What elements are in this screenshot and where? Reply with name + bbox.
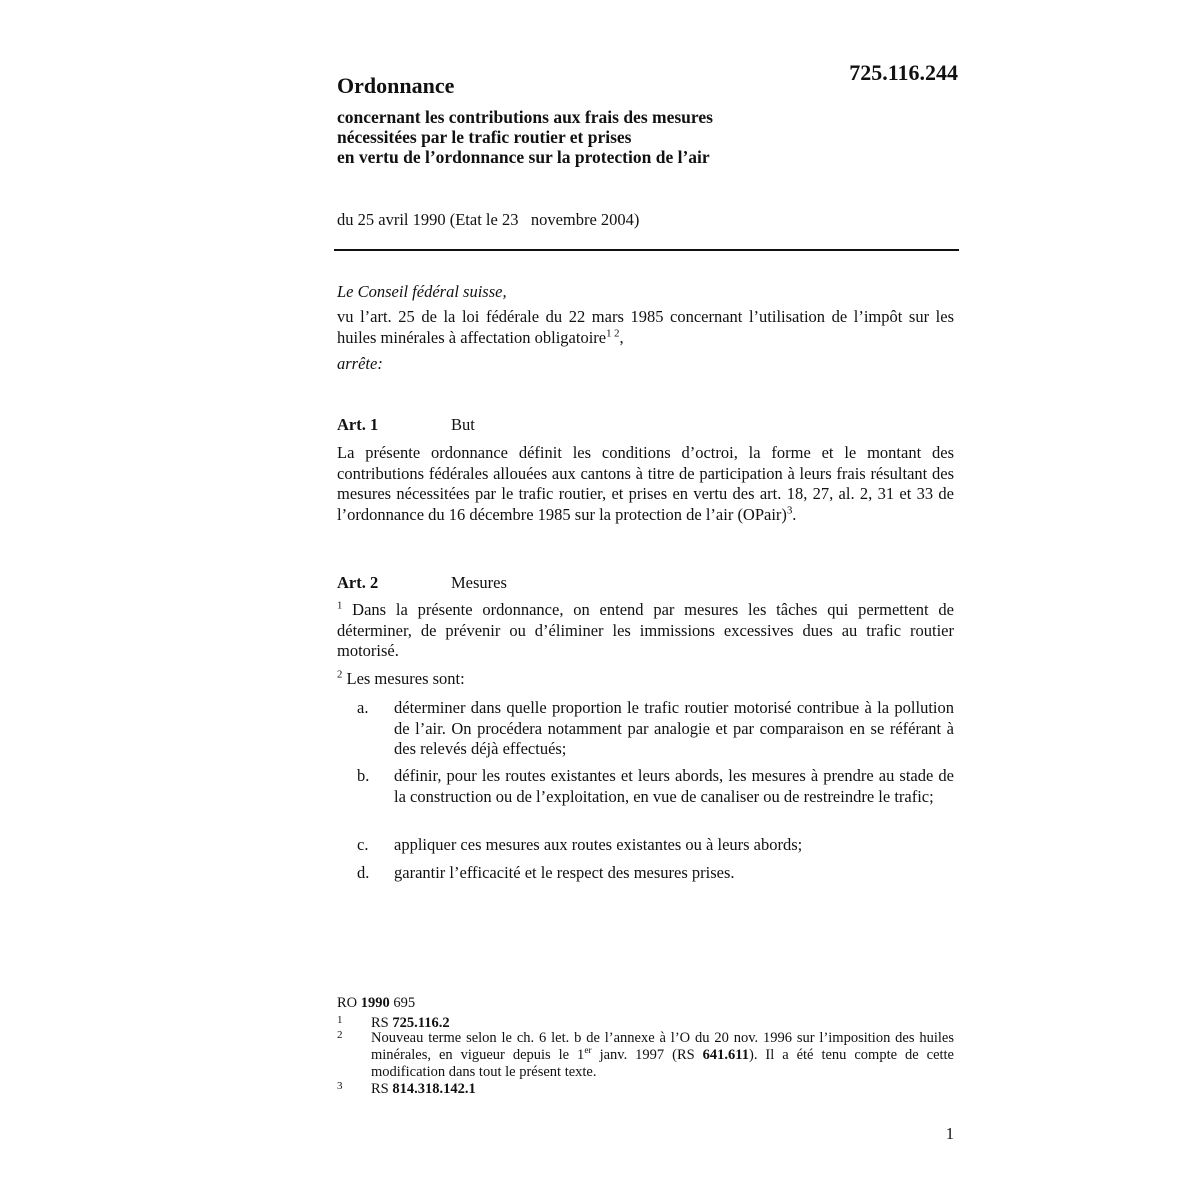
list-item-text: déterminer dans quelle proportion le trafic routier motorisé contribue à la pollution de l’air. On procédera notamment par analogie et par comparaison en se référant à des relevés déjà effectués;: [394, 698, 954, 758]
footnote-ref[interactable]: 3: [786, 504, 793, 516]
subtitle-line: en vertu de l’ordonnance sur la protection de l’air: [337, 147, 710, 167]
list-item: [357, 766, 954, 807]
preamble-arrete: arrête:: [337, 354, 383, 373]
footnote-ref-number: 641.611: [702, 1047, 749, 1063]
article-2-paragraph-2: [337, 669, 465, 690]
paragraph-number: 1: [337, 599, 343, 612]
ro-prefix: RO: [337, 995, 361, 1011]
subtitle-line: nécessitées par le trafic routier et prises: [337, 127, 632, 147]
article-2-heading: [337, 573, 507, 593]
subtitle-line: concernant les contributions aux frais des mesures: [337, 107, 713, 127]
footnote: [337, 1030, 954, 1081]
footnote-text: [371, 1030, 954, 1081]
footnote-superscript: er: [584, 1046, 592, 1057]
footnote-text-part: Nouveau terme selon le ch. 6 let. b de l’annexe à l’O du 20 nov. 1996 sur l’imposition des huiles minérales, en vigueur depuis le 1: [371, 1030, 954, 1063]
list-item-text: appliquer ces mesures aux routes existantes ou à leurs abords;: [394, 835, 803, 854]
article-1-text: [337, 443, 954, 525]
paragraph-text: Dans la présente ordonnance, on entend par mesures les tâches qui permettent de déterminer, de prévenir ou d’éliminer les immissions excessives dues au trafic routier motorisé.: [337, 600, 955, 660]
paragraph-number: 2: [337, 668, 343, 681]
article-title: Mesures: [451, 573, 507, 592]
ro-reference: [337, 995, 415, 1012]
article-2-paragraph-1: [337, 600, 954, 662]
footnote-prefix: RS: [371, 1081, 393, 1097]
list-item-label: a.: [357, 698, 369, 717]
footnote-text-part: ). Il a été tenu compte de cette modification dans tout le présent texte.: [371, 1047, 954, 1080]
list-item-text: définir, pour les routes existantes et leurs abords, les mesures à prendre au stade de la construction ou de l’exploitation, en vue de canaliser ou de restreindre le trafic;: [394, 766, 954, 806]
document-subtitle: [337, 107, 857, 167]
list-item: [357, 698, 954, 760]
paragraph-text: Les mesures sont:: [346, 669, 465, 688]
list-item: [357, 863, 954, 884]
preamble-vu-text: vu l’art. 25 de la loi fédérale du 22 mars 1985 concernant l’utilisation de l’impôt sur les huiles minérales à affectation obligatoire: [337, 307, 954, 347]
header-divider: [334, 249, 959, 251]
sr-number: 725.116.244: [849, 60, 958, 85]
article-number: Art. 2: [337, 573, 379, 592]
footnote: [337, 1081, 954, 1098]
article-1-body: La présente ordonnance définit les conditions d’octroi, la forme et le montant des contributions fédérales allouées aux cantons à titre de participation à leurs frais résultant des mesures nécessitées par le trafic routier, et prises en vertu des art. 18, 27, al. 2, 31 et 33 de l’ordonnance du 16 décembre 1985 sur la protection de l’air (OPair): [337, 443, 954, 524]
list-item-label: b.: [357, 766, 370, 785]
footnote-number: 3: [337, 1080, 343, 1092]
article-title: But: [451, 415, 475, 434]
footnote-number: 2: [337, 1029, 343, 1041]
ro-page: 695: [389, 995, 416, 1011]
article-1-heading: [337, 415, 475, 435]
article-number: Art. 1: [337, 415, 379, 434]
page-number: 1: [945, 1124, 954, 1143]
list-item-label: c.: [357, 835, 369, 854]
date-line: du 25 avril 1990 (Etat le 23 novembre 2004): [337, 210, 640, 229]
list-item-label: d.: [357, 863, 370, 882]
preamble-vu-end: ,: [619, 327, 624, 347]
footnote-text: [371, 1081, 954, 1098]
ro-year: 1990: [360, 995, 390, 1011]
preamble-conseil: Le Conseil fédéral suisse,: [337, 282, 507, 301]
document-title: Ordonnance: [337, 73, 455, 98]
article-1-end: .: [792, 504, 797, 524]
footnote-text-part: janv. 1997 (RS: [591, 1047, 703, 1063]
list-item: [357, 835, 954, 856]
footnote-ref[interactable]: 1 2: [606, 327, 620, 339]
footnote-number: 1: [337, 1014, 343, 1026]
footnote-ref-number: 814.318.142.1: [392, 1081, 476, 1097]
preamble-vu: [337, 307, 954, 348]
footnote-ref-number: 725.116.2: [392, 1015, 450, 1031]
list-item-text: garantir l’efficacité et le respect des mesures prises.: [394, 863, 735, 882]
footnote-prefix: RS: [371, 1015, 393, 1031]
